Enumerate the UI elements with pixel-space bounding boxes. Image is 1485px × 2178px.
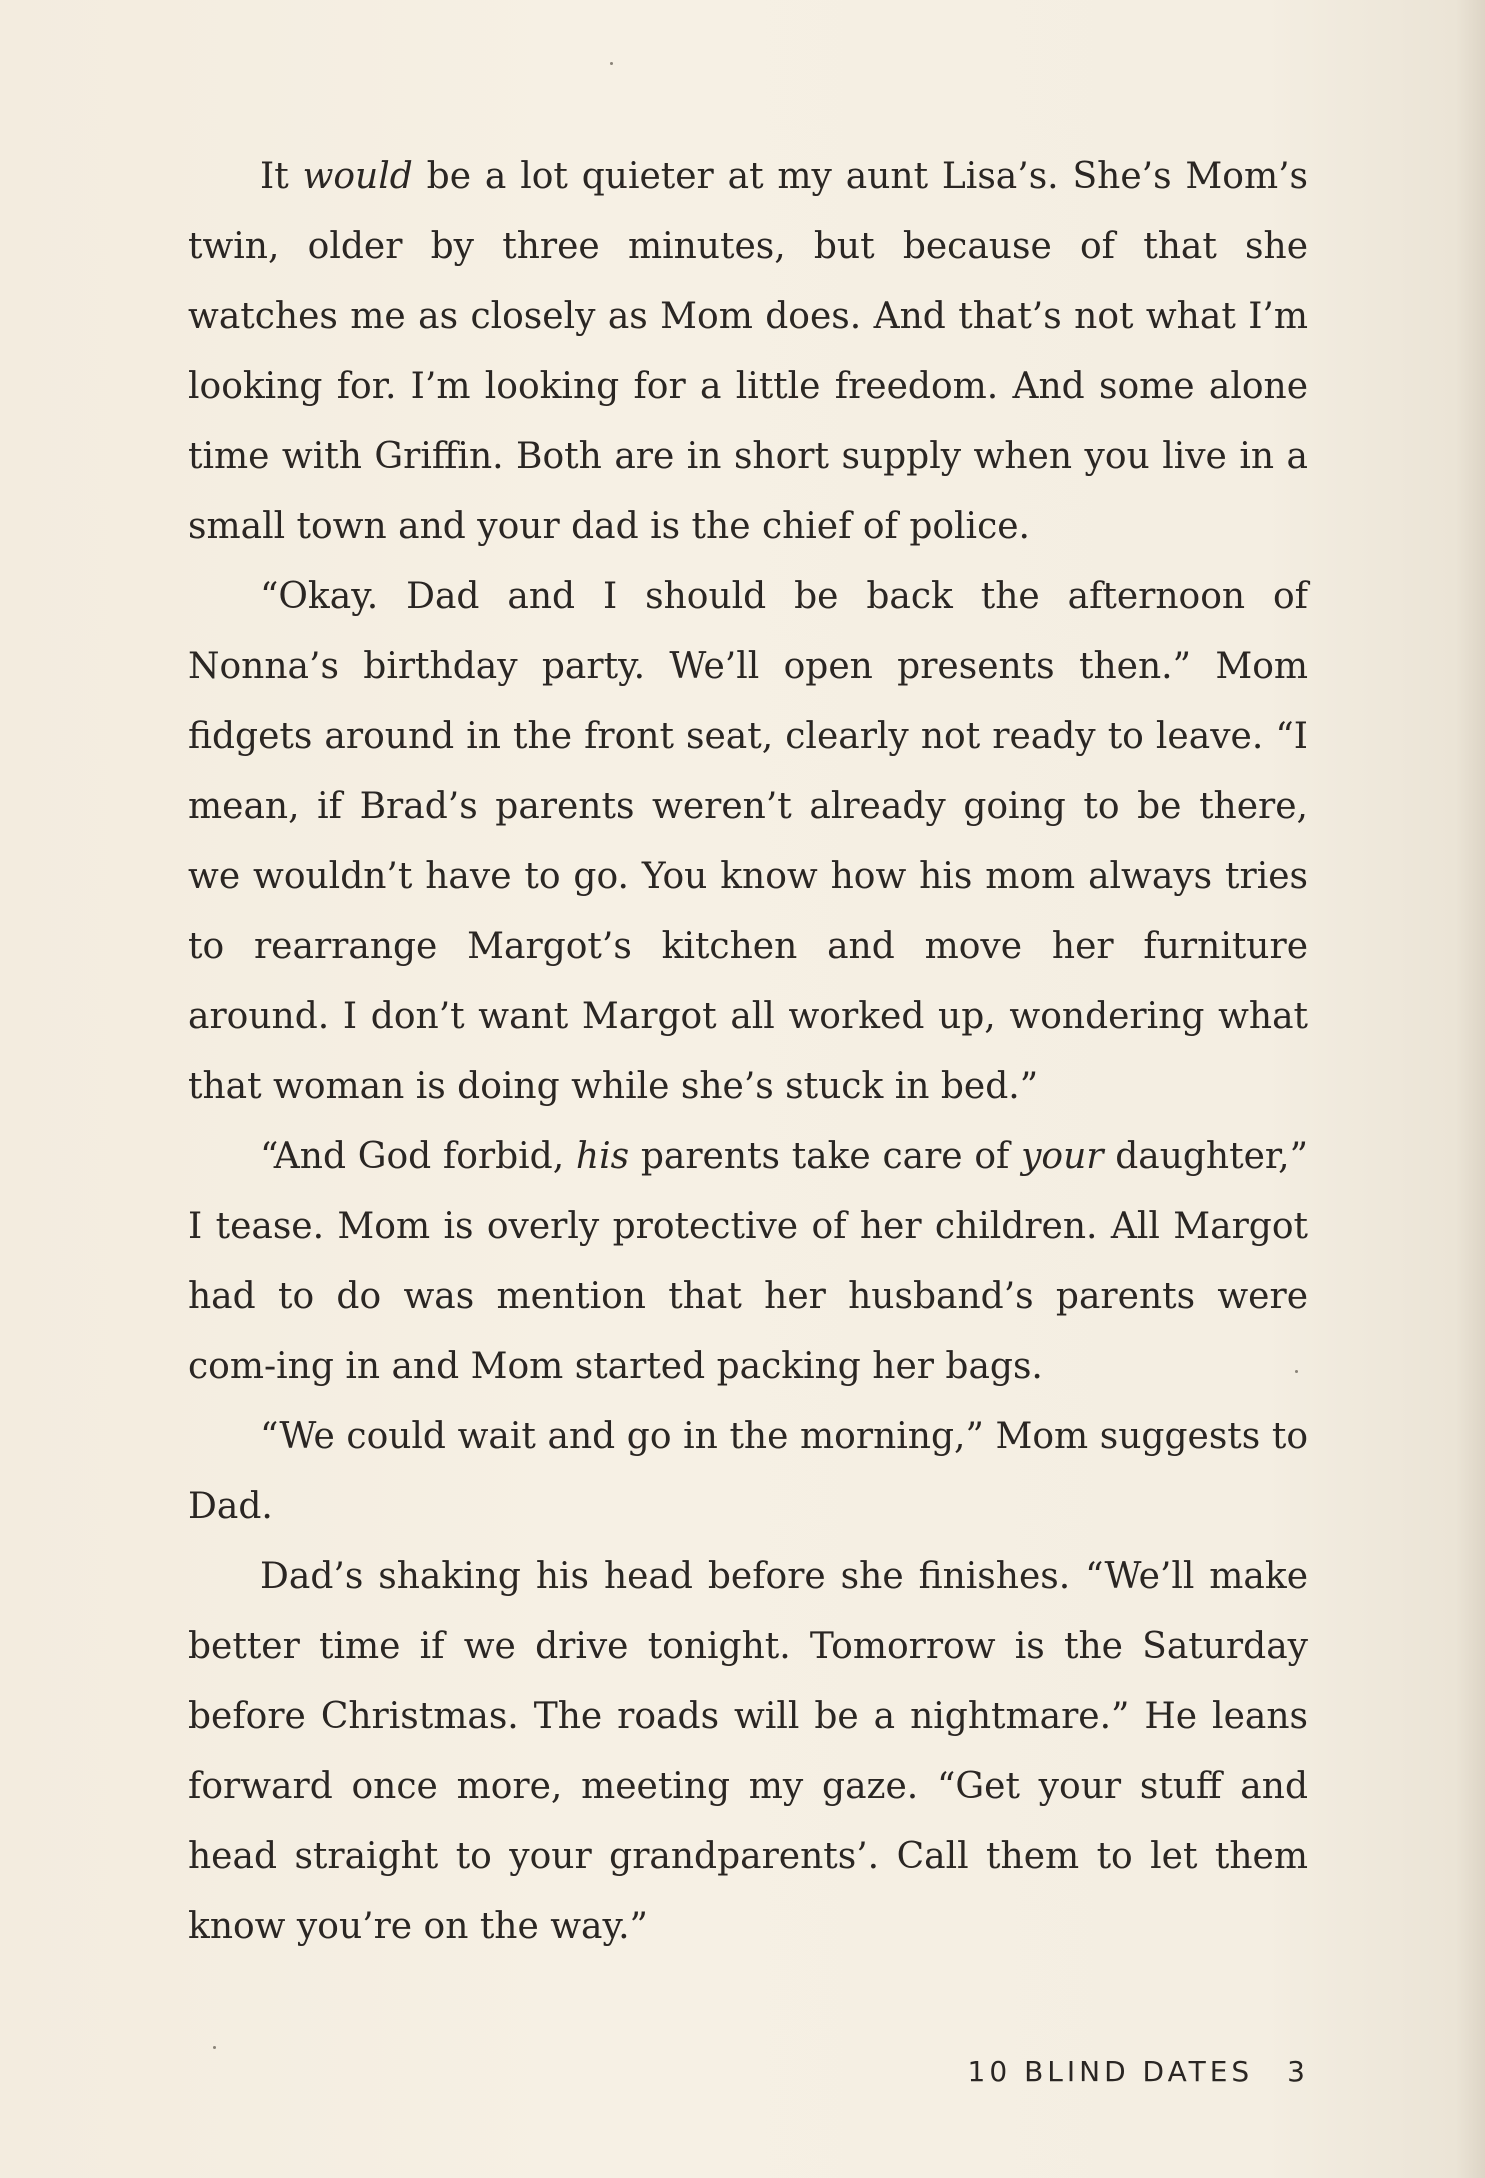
text-run: daughter,” I tease. Mom is overly protective of her children. All Margot had to do was mention that her husband’s parents were com-ing in and Mom started packing her bags. <box>188 1136 1308 1387</box>
paper-speck <box>1295 1370 1298 1373</box>
text-run: “Okay. Dad and I should be back the afternoon of Nonna’s birthday party. We’ll open presents then.” Mom fidgets around in the front seat, clearly not ready to leave. “I mean, if Brad’s parents weren’t already going to be there, we wouldn’t have to go. You know how his mom always tries to rearrange Margot’s kitchen and move her furniture around. I don’t want Margot all worked up, wondering what that woman is doing while she’s stuck in bed.” <box>188 576 1308 1107</box>
paragraph-2 <box>188 562 1308 1122</box>
paragraph-5 <box>188 1542 1308 1962</box>
italic-text-run: your <box>1021 1136 1104 1177</box>
paragraph-3 <box>188 1122 1308 1402</box>
page-number: 3 <box>1287 2055 1309 2088</box>
text-run: parents take care of <box>629 1136 1022 1177</box>
paper-speck <box>610 62 613 65</box>
paragraph-4 <box>188 1402 1308 1542</box>
italic-text-run: his <box>575 1136 630 1177</box>
text-run: It <box>260 156 303 197</box>
paper-speck <box>213 2046 216 2049</box>
paragraph-1 <box>188 142 1308 562</box>
book-title: 10 BLIND DATES <box>967 2055 1254 2088</box>
text-run: be a lot quieter at my aunt Lisa’s. She’s Mom’s twin, older by three minutes, but because of that she watches me as closely as Mom does. And that’s not what I’m looking for. I’m looking for a little freedom. And some alone time with Griffin. Both are in short supply when you live in a small town and your dad is the chief of police. <box>188 156 1309 547</box>
text-run: “We could wait and go in the morning,” Mom suggests to Dad. <box>188 1416 1308 1527</box>
italic-text-run: would <box>302 156 413 197</box>
body-text <box>188 142 1308 1962</box>
text-run: Dad’s shaking his head before she finishes. “We’ll make better time if we drive tonight. Tomorrow is the Saturday before Christmas. The roads will be a nightmare.” He leans forward once more, meeting my gaze. “Get your stuff and head straight to your grandparents’. Call them to let them know you’re on the way.” <box>188 1556 1308 1947</box>
running-footer <box>968 2055 1309 2088</box>
text-run: “And God forbid, <box>260 1136 576 1177</box>
